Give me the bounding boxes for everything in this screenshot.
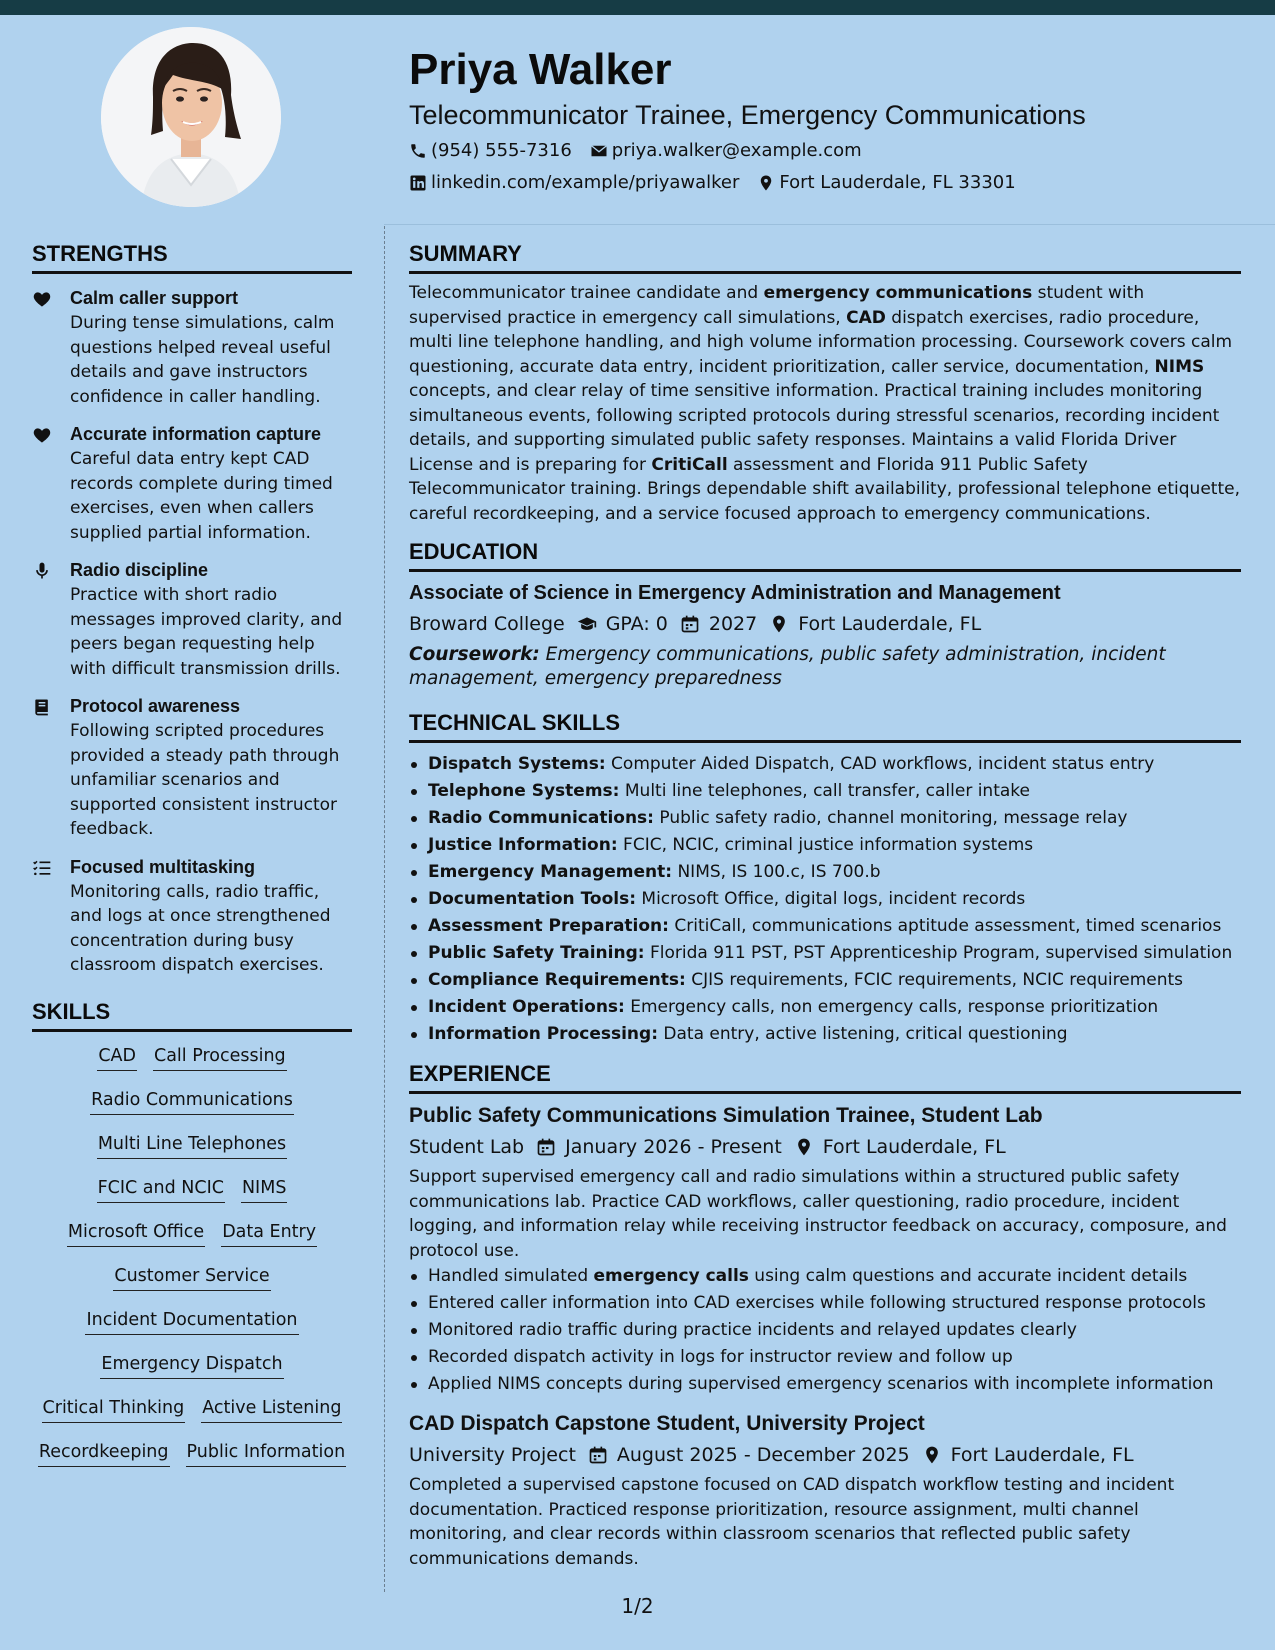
skill-tag: Active Listening [201,1396,342,1423]
linkedin-contact[interactable] [409,171,739,195]
header-divider [384,224,1275,225]
technical-skills-heading: TECHNICAL SKILLS [409,709,1241,743]
strengths-heading: STRENGTHS [32,240,352,274]
map-pin-icon [794,1137,814,1157]
map-pin-icon [757,174,775,192]
list-item: Information Processing: Data entry, active listening, critical questioning [409,1021,1241,1048]
job-bullets [409,1263,1241,1398]
strength-description: Practice with short radio messages improved clarity, and peers began requesting help with difficult transmission drills. [70,585,343,679]
skill-tag: Critical Thinking [42,1396,186,1423]
job-dates: January 2026 - Present [536,1134,782,1160]
graduation-year: 2027 [680,611,757,637]
job-title: Public Safety Communications Simulation Trainee, Student Lab [409,1104,1043,1127]
phone-icon [409,142,427,160]
school-name: Broward College [409,613,565,635]
list-item: Entered caller information into CAD exercises while following structured response protocols [409,1290,1241,1317]
list-item: Applied NIMS concepts during supervised emergency scenarios with incomplete information [409,1371,1241,1398]
top-bar [0,0,1275,15]
microphone-icon [32,561,52,581]
right-column [409,240,1241,1571]
skill-tag: Multi Line Telephones [97,1132,287,1159]
summary-heading: SUMMARY [409,240,1241,274]
list-item: Public Safety Training: Florida 911 PST, PST Apprenticeship Program, supervised simulation [409,940,1241,967]
location-text: Fort Lauderdale, FL 33301 [779,172,1016,193]
candidate-title: Telecommunicator Trainee, Emergency Communications [409,100,1086,130]
strength-item [32,422,352,545]
strength-name: Protocol awareness [70,696,241,716]
list-item: Radio Communications: Public safety radio, channel monitoring, message relay [409,805,1241,832]
skill-tag: CAD [97,1044,137,1071]
skill-tag: Emergency Dispatch [100,1352,283,1379]
skill-tag: FCIC and NCIC [97,1176,225,1203]
education-heading: EDUCATION [409,538,1241,572]
coursework: Coursework: Emergency communications, public safety administration, incident management, emergency preparedness [409,644,1166,689]
job-meta [409,1134,1241,1160]
skill-tag: Radio Communications [90,1088,294,1115]
strength-name: Focused multitasking [70,856,256,877]
skill-tag: Public Information [186,1440,347,1467]
candidate-name: Priya Walker [409,45,672,94]
list-item: Recorded dispatch activity in logs for instructor review and follow up [409,1344,1241,1371]
heart-icon [32,425,52,445]
job-meta [409,1442,1241,1468]
strength-name: Radio discipline [70,560,209,580]
page-number: 1/2 [621,1594,654,1618]
skill-tag: Incident Documentation [85,1308,298,1335]
job-org: University Project [409,1444,576,1466]
strength-item [32,286,352,409]
list-item: Assessment Preparation: CritiCall, communications aptitude assessment, timed scenarios [409,913,1241,940]
resume-header [409,42,1239,195]
technical-skills-list [409,751,1241,1048]
list-item: Compliance Requirements: CJIS requirements, FCIC requirements, NCIC requirements [409,967,1241,994]
list-item: Incident Operations: Emergency calls, non emergency calls, response prioritization [409,994,1241,1021]
education-location: Fort Lauderdale, FL [769,611,981,637]
left-column [32,240,352,1484]
column-divider [384,226,385,1592]
job-title: CAD Dispatch Capstone Student, University Project [409,1412,925,1435]
skill-tag: Call Processing [153,1044,287,1071]
envelope-icon [590,142,608,160]
linkedin-text: linkedin.com/example/priyawalker [431,172,740,193]
contact-row-2 [409,171,1239,195]
summary-paragraph: Telecommunicator trainee candidate and emergency communications student with supervised practice in emergency call simulations, CAD dispatch exercises, radio procedure, multi line telephone handling, and high volume information processing. Coursework covers calm questioning, accurate data entry, incident prioritization, caller service, documentation, NIMS concepts, and clear relay of time sensitive information. Practical training includes monitoring simultaneous events, following scripted protocols during stressful scenarios, recording incident details, and supporting simulated public safety responses. Maintains a valid Florida Driver License and is preparing for CritiCall assessment and Florida 911 Public Safety Telecommunicator training. Brings dependable shift availability, professional telephone etiquette, careful recordkeeping, and a service focused approach to emergency communications. [409,283,1240,524]
strength-item [32,694,352,842]
profile-photo [101,27,281,207]
job-location: Fort Lauderdale, FL [922,1442,1134,1468]
phone-contact[interactable] [409,139,572,163]
job-description: Support supervised emergency call and radio simulations within a structured public safety communications lab. Practice CAD workflows, caller questioning, radio procedure, incident logging, and information relay while receiving instructor feedback on accuracy, composure, and protocol use. [409,1167,1227,1261]
map-pin-icon [769,614,789,634]
strengths-list [32,286,352,978]
strength-description: Monitoring calls, radio traffic, and logs at once strengthened concentration during busy classroom dispatch exercises. [70,881,331,975]
skill-tag: Recordkeeping [38,1440,170,1467]
list-item: Justice Information: FCIC, NCIC, criminal justice information systems [409,832,1241,859]
list-item: Handled simulated emergency calls using calm questions and accurate incident details [409,1263,1241,1290]
map-pin-icon [922,1445,942,1465]
skill-tag: Microsoft Office [67,1220,205,1247]
strength-description: During tense simulations, calm questions helped reveal useful details and gave instructors confidence in caller handling. [70,313,335,407]
linkedin-icon [409,174,427,192]
skills-heading: SKILLS [32,998,352,1032]
job-description: Completed a supervised capstone focused on CAD dispatch workflow testing and incident documentation. Practiced response prioritization, resource assignment, multi channel monitoring, and clear records within classroom scenarios that reflected public safety communications demands. [409,1475,1175,1569]
degree-title: Associate of Science in Emergency Administration and Management [409,582,1061,604]
experience-heading: EXPERIENCE [409,1060,1241,1094]
list-item: Documentation Tools: Microsoft Office, digital logs, incident records [409,886,1241,913]
list-check-icon [32,858,52,878]
strength-name: Accurate information capture [70,424,322,444]
skill-tag: Customer Service [113,1264,270,1291]
contact-row-1 [409,139,1239,163]
skill-tag: Data Entry [221,1220,317,1247]
strength-description: Careful data entry kept CAD records complete during timed exercises, even when callers supplied partial information. [70,449,333,543]
job-dates: August 2025 - December 2025 [588,1442,910,1468]
gpa: GPA: 0 [577,611,668,637]
list-item: Monitored radio traffic during practice incidents and relayed updates clearly [409,1317,1241,1344]
calendar-icon [536,1137,556,1157]
book-icon [32,697,52,717]
phone-text: (954) 555-7316 [431,140,572,161]
list-item: Emergency Management: NIMS, IS 100.c, IS 700.b [409,859,1241,886]
calendar-icon [588,1445,608,1465]
education-meta [409,611,1241,637]
location-contact [757,171,1015,195]
job-org: Student Lab [409,1136,525,1158]
strength-item [32,855,352,978]
heart-icon [32,289,52,309]
strength-description: Following scripted procedures provided a steady path through unfamiliar scenarios and supported consistent instructor feedback. [70,721,340,839]
job-location: Fort Lauderdale, FL [794,1134,1006,1160]
graduation-cap-icon [577,614,597,634]
list-item: Dispatch Systems: Computer Aided Dispatch, CAD workflows, incident status entry [409,751,1241,778]
skill-tag: NIMS [241,1176,287,1203]
strength-name: Calm caller support [70,288,239,308]
email-contact[interactable] [590,139,862,163]
list-item: Telephone Systems: Multi line telephones, call transfer, caller intake [409,778,1241,805]
skills-cloud [32,1044,352,1484]
strength-item [32,558,352,681]
email-text: priya.walker@example.com [611,140,862,161]
calendar-icon [680,614,700,634]
